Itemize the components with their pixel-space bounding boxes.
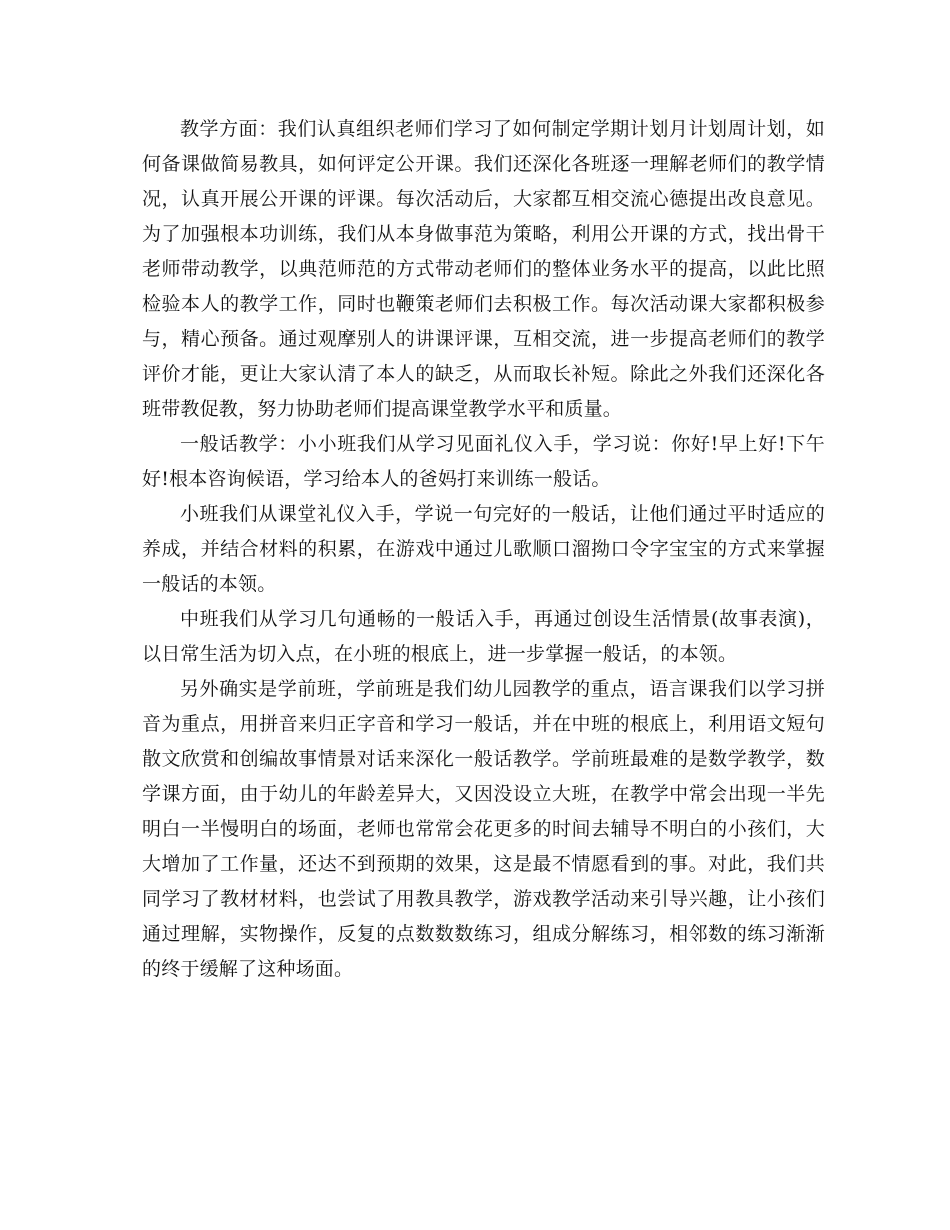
paragraph-junior-class: 小班我们从课堂礼仪入手，学说一句完好的一般话，让他们通过平时适应的养成，并结合材料的积累，在游戏中通过儿歌顺口溜拗口令字宝宝的方式来掌握一般话的本领。 [142,503,825,595]
paragraph-mandarin-intro: 一般话教学：小小班我们从学习见面礼仪入手，学习说：你好!早上好!下午好!根本咨询候语，学习给本人的爸妈打来训练一般话。 [142,433,825,490]
paragraph-teaching: 教学方面：我们认真组织老师们学习了如何制定学期计划月计划周计划，如何备课做简易教具，如何评定公开课。我们还深化各班逐一理解老师们的教学情况，认真开展公开课的评课。每次活动后，大家都互相交流心德提出改良意见。为了加强根本功训练，我们从本身做事范为策略，利用公开课的方式，找出骨干老师带动教学，以典范师范的方式带动老师们的整体业务水平的提高，以此比照检验本人的教学工作，同时也鞭策老师们去积极工作。每次活动课大家都积极参与，精心预备。通过观摩别人的讲课评课，互相交流，进一步提高老师们的教学评价才能，更让大家认清了本人的缺乏，从而取长补短。除此之外我们还深化各班带教促教，努力协助老师们提高课堂教学水平和质量。 [142,118,825,420]
paragraph-preschool-class: 另外确实是学前班，学前班是我们幼儿园教学的重点，语言课我们以学习拼音为重点，用拼音来归正字音和学习一般话，并在中班的根底上，利用语文短句散文欣赏和创编故事情景对话来深化一般话教学。学前班最难的是数学教学，数学课方面，由于幼儿的年龄差异大，又因没设立大班，在教学中常会出现一半先明白一半慢明白的场面，老师也常常会花更多的时间去辅导不明白的小孩们，大大增加了工作量，还达不到预期的效果，这是最不情愿看到的事。对此，我们共同学习了教材材料，也尝试了用教具教学，游戏教学活动来引导兴趣，让小孩们通过理解，实物操作，反复的点数数数练习，组成分解练习，相邻数的练习渐渐的终于缓解了这种场面。 [142,678,825,980]
paragraph-middle-class: 中班我们从学习几句通畅的一般话入手，再通过创设生活情景(故事表演)，以日常生活为切入点，在小班的根底上，进一步掌握一般话，的本领。 [142,608,825,665]
